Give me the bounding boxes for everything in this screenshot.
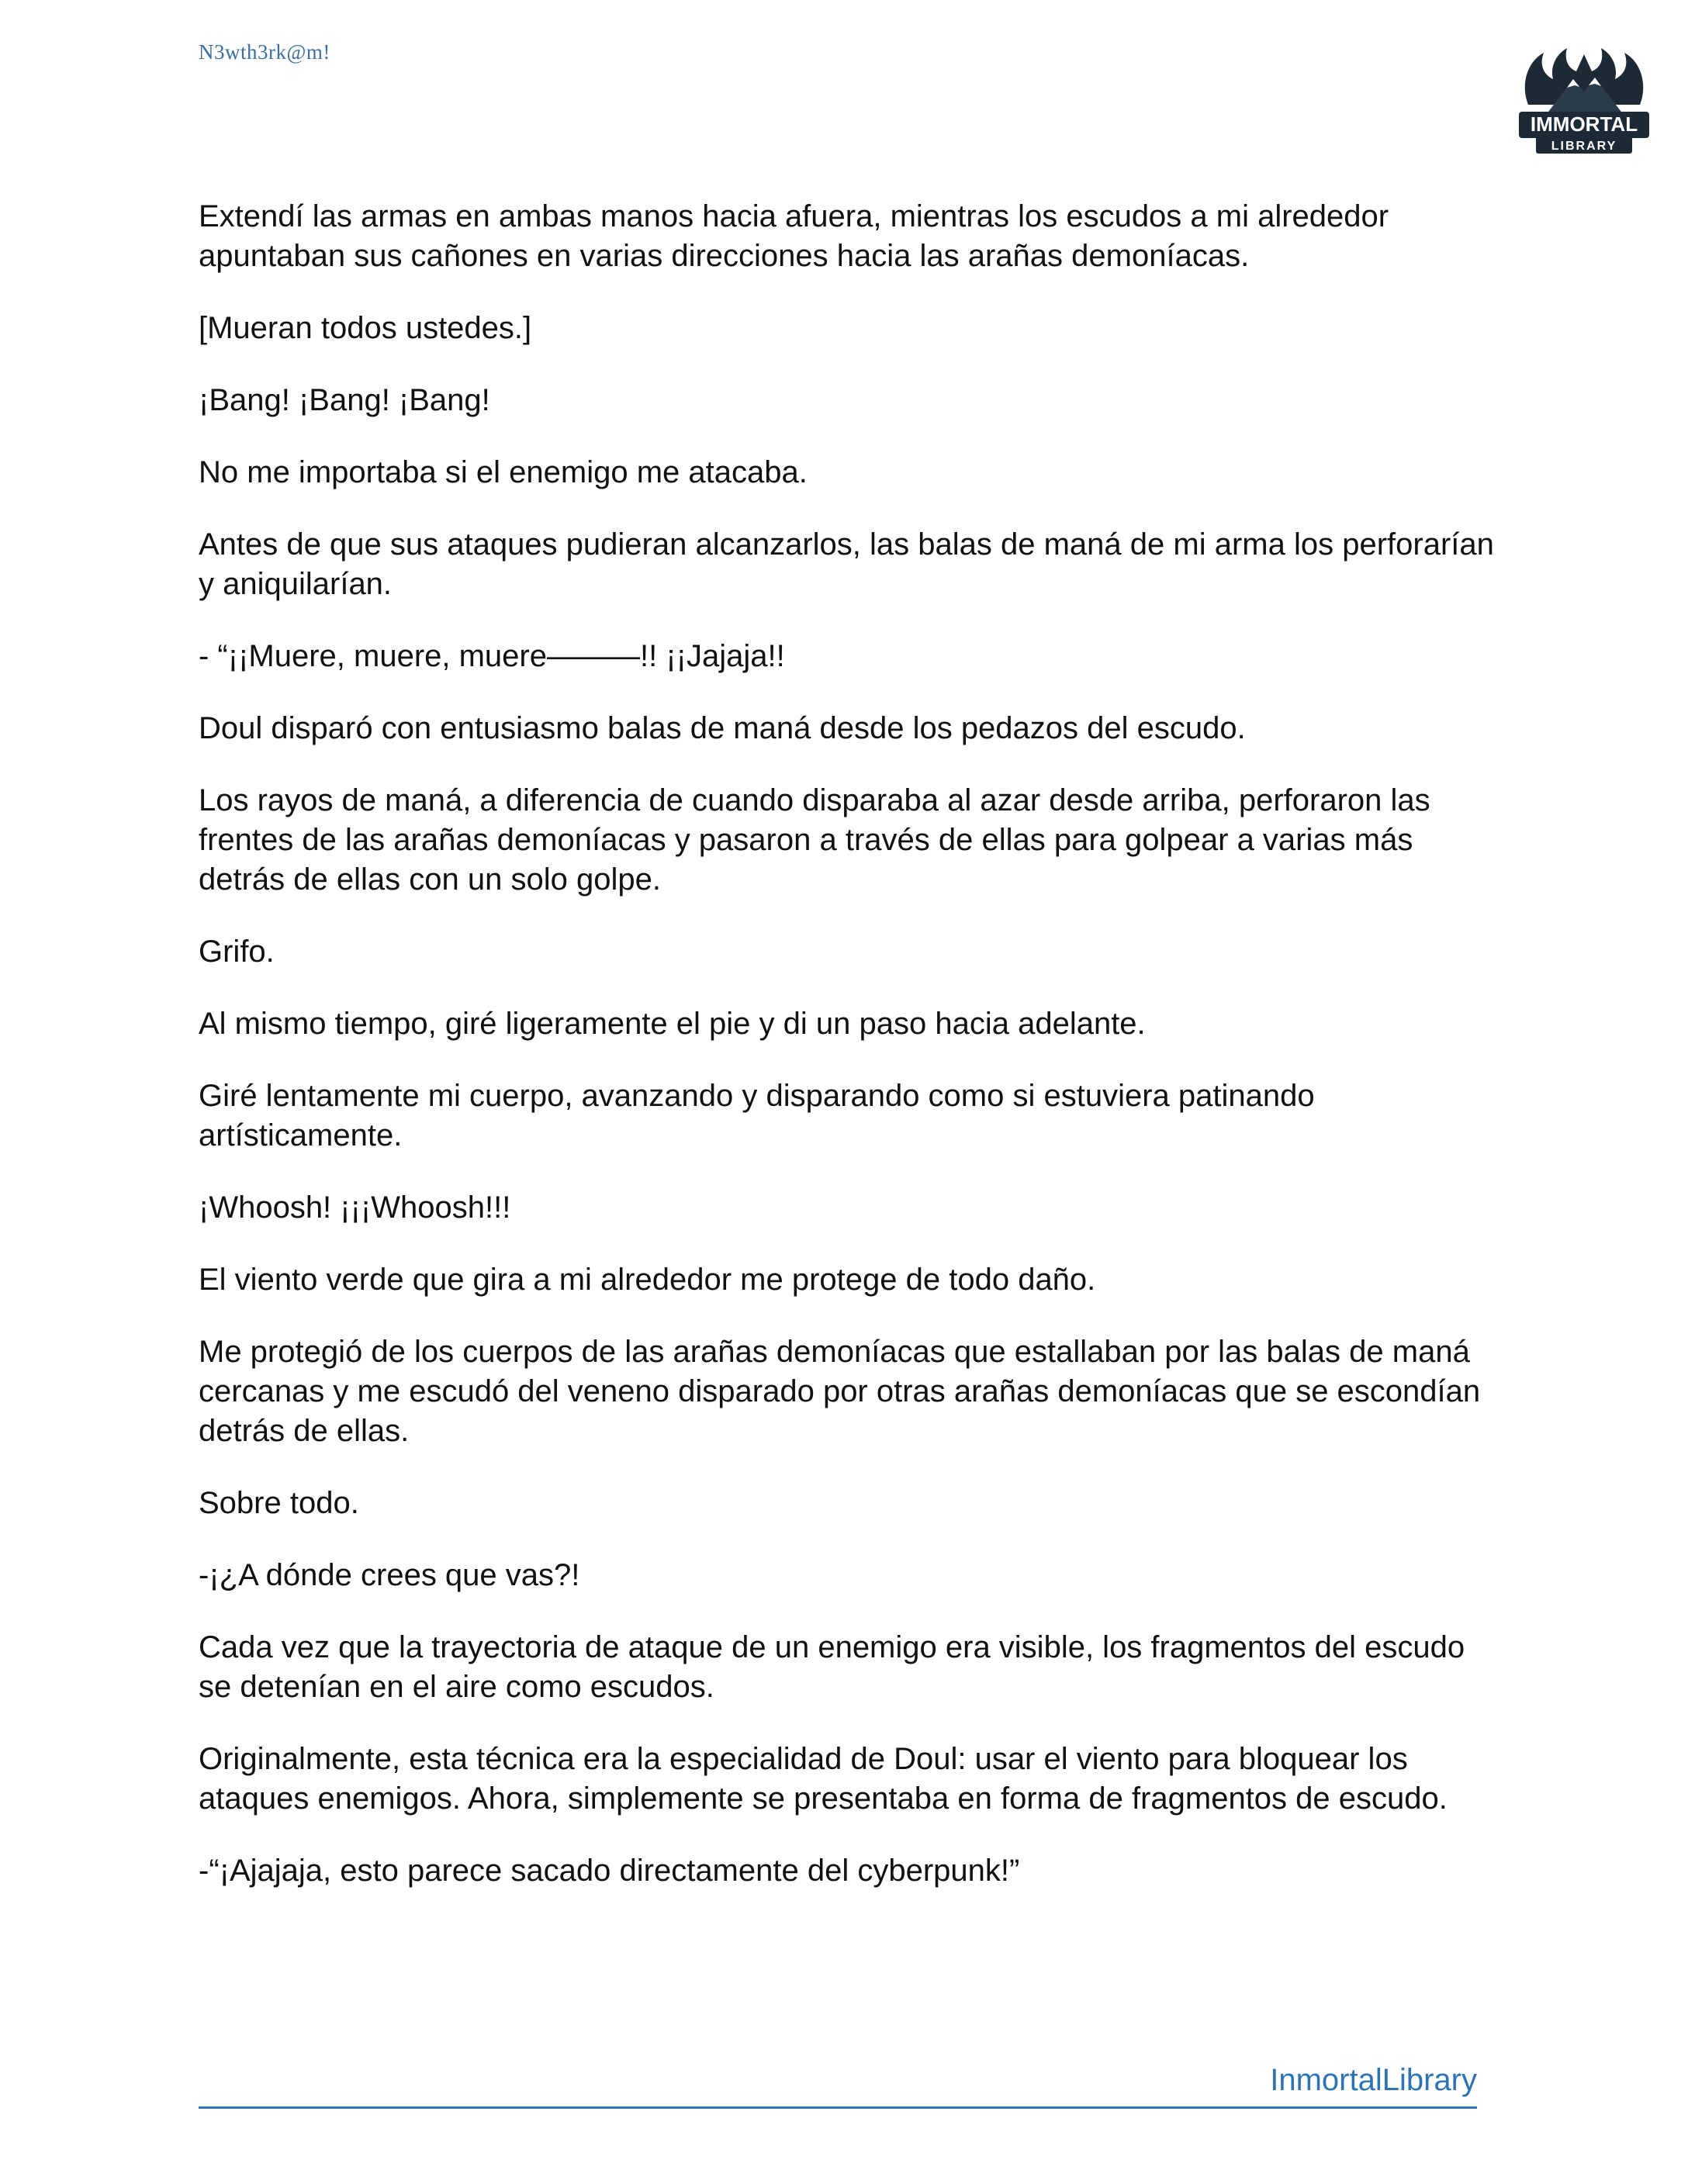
paragraph: Cada vez que la trayectoria de ataque de un enemigo era visible, los fragmentos del escudo se detenían en el aire como escudos. [199,1630,1465,1704]
paragraph: Grifo. [199,935,275,969]
logo-line2: LIBRARY [1551,140,1617,153]
paragraph: Al mismo tiempo, giré ligeramente el pie y di un paso hacia adelante. [199,1007,1146,1041]
paragraph: Sobre todo. [199,1486,359,1520]
paragraph: [Mueran todos ustedes.] [199,311,532,345]
paragraph: - “¡¡Muere, muere, muere———!! ¡¡Jajaja!! [199,639,785,673]
immortal-library-logo-icon [1513,31,1655,160]
paragraph: Me protegió de los cuerpos de las arañas demoníacas que estallaban por las balas de maná cercanas y me escudó del veneno disparado por otras arañas demoníacas que se escondían detrás de ellas. [199,1335,1481,1448]
paragraph: Los rayos de maná, a diferencia de cuando disparaba al azar desde arriba, perforaron las frentes de las arañas demoníacas y pasaron a través de ellas para golpear a varias más detrás de ellas con un solo golpe. [199,783,1430,897]
watermark-text: N3wth3rk@m! [199,40,330,64]
paragraph: -“¡Ajajaja, esto parece sacado directamente del cyberpunk!” [199,1854,1020,1888]
document-body [199,197,1502,1923]
paragraph: Extendí las armas en ambas manos hacia afuera, mientras los escudos a mi alrededor apuntaban sus cañones en varias direcciones hacia las arañas demoníacas. [199,199,1389,273]
paragraph: ¡Whoosh! ¡¡¡Whoosh!!! [199,1190,511,1225]
paragraph: El viento verde que gira a mi alrededor me protege de todo daño. [199,1263,1096,1297]
footer-divider [199,2106,1477,2109]
paragraph: Originalmente, esta técnica era la especialidad de Doul: usar el viento para bloquear los ataques enemigos. Ahora, simplemente se presentaba en forma de fragmentos de escudo. [199,1742,1448,1816]
logo-line1: IMMORTAL [1530,112,1638,136]
paragraph: Doul disparó con entusiasmo balas de maná desde los pedazos del escudo. [199,711,1246,745]
paragraph: Antes de que sus ataques pudieran alcanzarlos, las balas de maná de mi arma los perforarían y aniquilarían. [199,527,1494,601]
paragraph: -¡¿A dónde crees que vas?! [199,1558,580,1592]
paragraph: No me importaba si el enemigo me atacaba. [199,455,808,489]
paragraph: ¡Bang! ¡Bang! ¡Bang! [199,383,490,417]
paragraph: Giré lentamente mi cuerpo, avanzando y disparando como si estuviera patinando artísticamente. [199,1079,1315,1152]
footer-link[interactable]: InmortalLibrary [1270,2063,1477,2097]
